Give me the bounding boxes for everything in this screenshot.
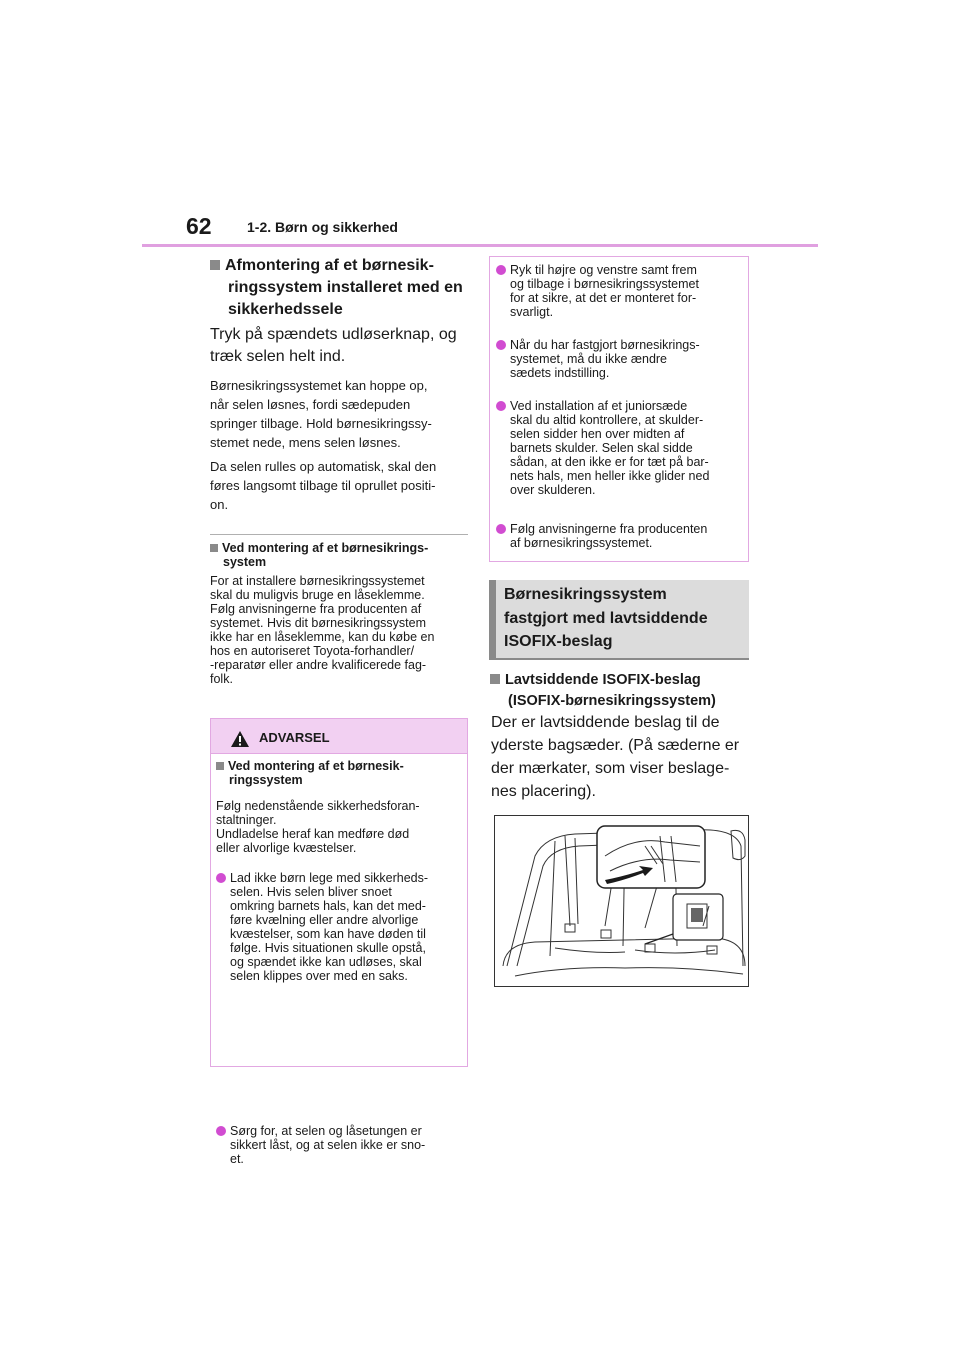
square-bullet-icon bbox=[216, 762, 224, 770]
square-bullet-icon bbox=[490, 674, 500, 684]
note-text: For at installere børnesikringssystemet skal du muligvis bruge en låseklemme. Følg anvisningerne fra producenten af systemet. Hvis dit børnesikringssystem ikke har en låseklemme, kan du købe en hos en autoriseret Toyota-forhandler/ -reparatør eller andre kvalificerede fag- folk. bbox=[210, 574, 435, 686]
square-bullet-icon bbox=[210, 544, 218, 552]
heading-line-1: Afmontering af et børnesik- bbox=[210, 255, 468, 277]
note-heading: Ved montering af et børnesikrings- bbox=[210, 541, 468, 555]
warning-bullet-1: Lad ikke børn lege med sikkerheds- selen. Hvis selen bliver snoet omkring barnets hals, kan det med- føre kvælning eller andre alvorlige kvæstelser, som kan have døden til følge. Hvis situationen skulle opstå, og spændet ikke kan udløses, skal selen klippes over med en saks. bbox=[216, 871, 478, 983]
note-block: Ved montering af et børnesikrings- system For at installere børnesikringssystemet skal du muligvis bruge en låseklemme. Følg anvisningerne fra producenten af systemet. Hvis dit børnesikringssystem ikke har en låseklemme, kan du købe en hos en autoriseret Toyota-forhandler/ -reparatør eller andre kvalificerede fag- folk. bbox=[210, 541, 468, 686]
right-bullet-3: Ved installation af et juniorsæde skal du altid kontrollere, at skulder- selen sidder hen over midten af barnets skulder. Selen skal sidde sådan, at den ikke er for tæt på bar- nets hals, men heller ikke glider ned over skulderen. bbox=[496, 399, 754, 497]
bullet-dot-icon bbox=[216, 1126, 226, 1136]
warning-intro: Følg nedenstående sikkerhedsforan- staltninger. Undladelse heraf kan medføre død eller alvorlige kvæstelser. bbox=[216, 799, 420, 855]
warning-triangle-icon bbox=[230, 730, 250, 748]
heading-line-3: sikkerhedssele bbox=[228, 301, 343, 318]
warning-subheading: Ved montering af et børnesik- ringssystem bbox=[216, 759, 464, 787]
bullet-dot-icon bbox=[496, 401, 506, 411]
section-header-isofix bbox=[489, 580, 749, 658]
paragraph-2: Da selen rulles op automatisk, skal den føres langsomt tilbage til oprullet positi- on. bbox=[210, 459, 437, 512]
bullet-dot-icon bbox=[496, 340, 506, 350]
section-title: 1-2. Børn og sikkerhed bbox=[247, 219, 398, 235]
right-bullet-4: Følg anvisningerne fra producenten af børnesikringssystemet. bbox=[496, 522, 754, 550]
warning-box bbox=[210, 718, 468, 1166]
warning-title: ADVARSEL bbox=[259, 730, 330, 745]
heading-removal bbox=[210, 255, 468, 321]
header-rule bbox=[142, 244, 818, 247]
bullet-dot-icon bbox=[496, 265, 506, 275]
warning-header bbox=[211, 719, 467, 754]
bullet-dot-icon bbox=[216, 873, 226, 883]
warning-bullet-2: Sørg for, at selen og låsetungen er sikkert låst, og at selen ikke er sno- et. bbox=[216, 1124, 478, 1166]
subheading-isofix: Lavtsiddende ISOFIX-beslag (ISOFIX-børnesikringssystem) bbox=[490, 670, 758, 712]
section-header-title: Børnesikringssystem fastgjort med lavtsiddende ISOFIX-beslag bbox=[504, 586, 708, 650]
lead-paragraph: Tryk på spændets udløserknap, og træk selen helt ind. bbox=[210, 326, 457, 365]
square-bullet-icon bbox=[210, 260, 220, 270]
rear-seat-drawing bbox=[495, 816, 748, 986]
right-bullet-2: Når du har fastgjort børnesikrings- systemet, må du ikke ændre sædets indstilling. bbox=[496, 338, 754, 380]
bullet-dot-icon bbox=[496, 524, 506, 534]
heading-line-2: ringssystem installeret med en bbox=[228, 279, 463, 296]
warning-box-continued bbox=[489, 256, 749, 562]
rear-seat-isofix-illustration bbox=[494, 815, 749, 987]
paragraph-1: Børnesikringssystemet kan hoppe op, når selen løsnes, fordi sædepuden springer tilbage. Hold børnesikringssy- stemet nede, mens selen løsnes. bbox=[210, 378, 432, 450]
page-number: 62 bbox=[186, 213, 212, 239]
section-header-rule bbox=[489, 658, 749, 660]
isofix-body-text: Der er lavtsiddende beslag til de yderste bagsæder. (På sæderne er der mærkater, som viser beslage- nes placering). bbox=[491, 714, 740, 800]
note-divider bbox=[210, 534, 468, 535]
right-bullet-1: Ryk til højre og venstre samt frem og tilbage i børnesikringssystemet for at sikre, at det er monteret for- svarligt. bbox=[496, 263, 754, 319]
